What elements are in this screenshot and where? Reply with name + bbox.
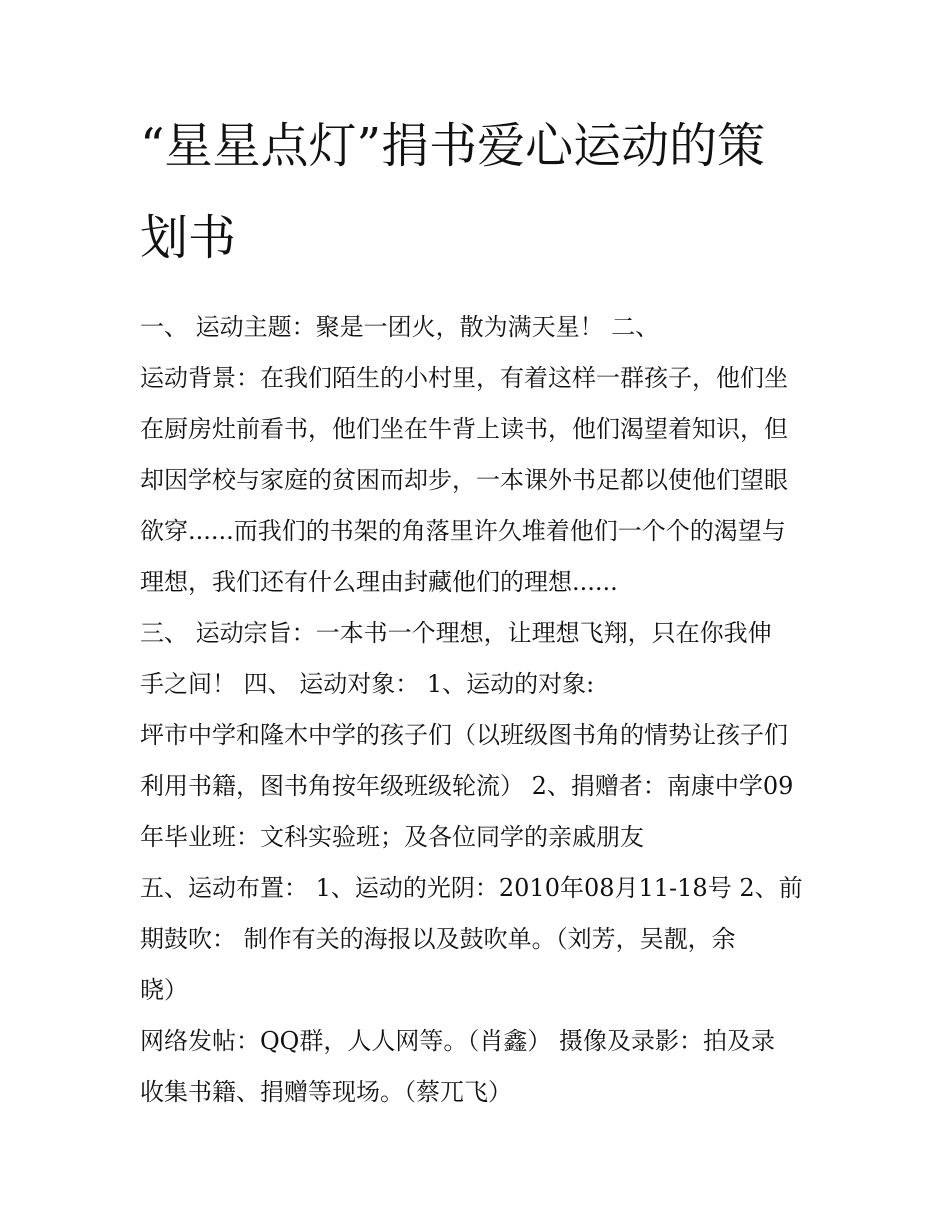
body-line-13: 期鼓吹： 制作有关的海报以及鼓吹单。（刘芳，吴靓，余 (140, 925, 736, 953)
body-line-5: 欲穿......而我们的书架的角落里许久堆着他们一个个的渴望与 (140, 517, 786, 545)
document-page (140, 100, 820, 1118)
body-line-8: 手之间！ 四、 运动对象： 1、运动的对象: (140, 670, 595, 698)
body-line-11: 年毕业班：文科实验班；及各位同学的亲戚朋友 (140, 823, 644, 851)
body-line-16: 收集书籍、捐赠等现场。（蔡兀飞） (140, 1078, 512, 1106)
body-line-15: 网络发帖：QQ群，人人网等。（肖鑫） 摄像及录影：拍及录 (140, 1027, 775, 1055)
body-line-9: 坪市中学和隆木中学的孩子们（以班级图书角的情势让孩子们 (140, 721, 788, 749)
body-line-10: 利用书籍，图书角按年级班级轮流） 2、捐赠者：南康中学09 (140, 772, 794, 800)
body-line-6: 理想，我们还有什么理由封藏他们的理想...... (140, 568, 618, 596)
title-line-2: 划书 (140, 210, 237, 266)
body-line-4: 却因学校与家庭的贫困而却步，一本课外书足都以使他们望眼 (140, 466, 788, 494)
title-line-1: “星星点灯”捐书爱心运动的策 (140, 118, 766, 174)
body-line-3: 在厨房灶前看书，他们坐在牛背上读书，他们渴望着知识，但 (140, 415, 788, 443)
body-line-12: 五、运动布置： 1、运动的光阴：2010年08月11-18号 2、前 (140, 874, 803, 902)
body-line-2: 运动背景：在我们陌生的小村里，有着这样一群孩子，他们坐 (140, 364, 788, 392)
document-body (140, 302, 820, 1118)
body-line-14: 晓） (140, 976, 188, 1004)
document-title (140, 100, 820, 284)
body-line-7: 三、 运动宗旨：一本书一个理想，让理想飞翔，只在你我伸 (140, 619, 772, 647)
body-line-1: 一、 运动主题：聚是一团火，散为满天星！ 二、 (140, 313, 660, 341)
